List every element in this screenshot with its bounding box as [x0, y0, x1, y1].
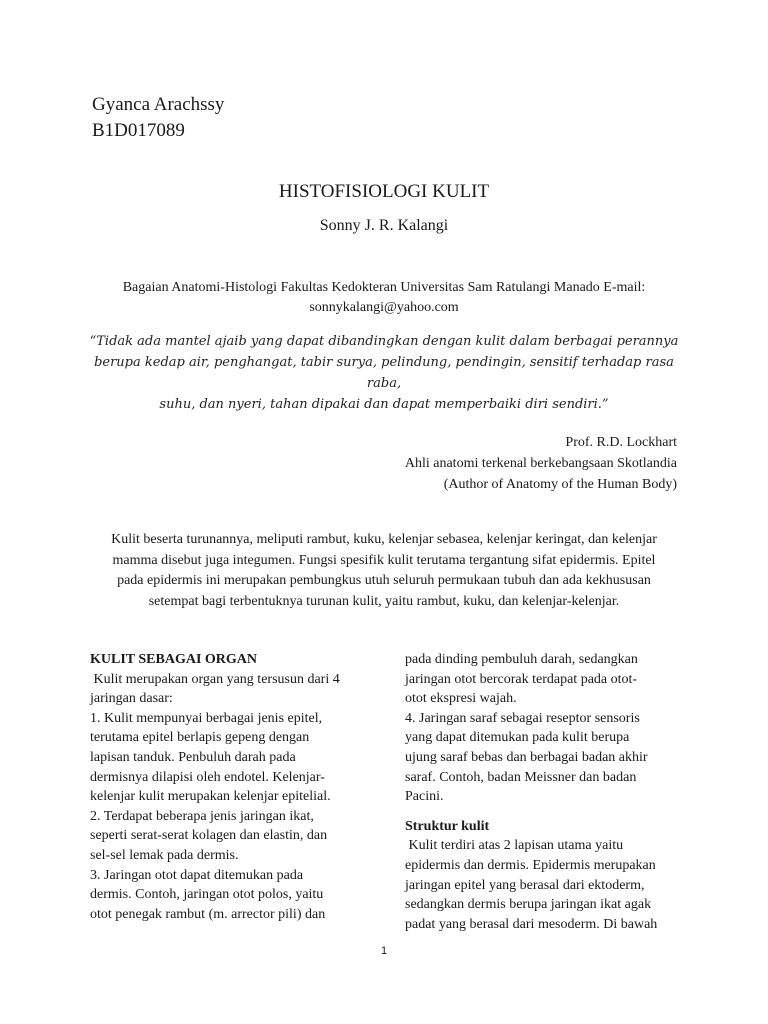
text-line: 4. Jaringan saraf sebagai reseptor sensoris: [405, 710, 640, 726]
text-line: Pacini.: [405, 789, 444, 805]
text-line: jaringan otot bercorak terdapat pada otot-: [405, 671, 638, 687]
student-info: [92, 92, 224, 144]
text-line: ujung saraf bebas dan berbagai badan akhir: [405, 749, 648, 765]
intro-line: Kulit beserta turunannya, meliputi rambut, kuku, kelenjar sebasea, kelenjar keringat, dan kelenjar: [111, 532, 657, 547]
epigraph-quote: [80, 331, 688, 415]
text-line: 1. Kulit mempunyai berbagai jenis epitel,: [90, 710, 323, 726]
attribution-work: (Author of Anatomy of the Human Body): [443, 477, 677, 492]
quote-line: suhu, dan nyeri, tahan dipakai dan dapat memperbaiki diri sendiri.”: [159, 397, 609, 412]
quote-line: “Tidak ada mantel ajaib yang dapat dibandingkan dengan kulit dalam berbagai perannya: [89, 334, 679, 349]
text-line: seperti serat-serat kolagen dan elastin, dan: [90, 828, 328, 844]
text-line: terutama epitel berlapis gepeng dengan: [90, 730, 310, 746]
quote-line: berupa kedap air, penghangat, tabir surya, pelindung, pendingin, sensitif terhadap rasa raba,: [94, 355, 674, 391]
intro-line: pada epidermis ini merupakan pembungkus utuh seluruh permukaan tubuh dan ada kekhususan: [117, 573, 651, 588]
left-column-body: [90, 670, 374, 925]
section-heading: KULIT SEBAGAI ORGAN: [90, 652, 258, 667]
right-column-body: [405, 650, 689, 807]
attribution-name: Prof. R.D. Lockhart: [565, 435, 677, 450]
text-line: dermis. Contoh, jaringan otot polos, yaitu: [90, 887, 324, 903]
affiliation: [0, 278, 768, 318]
section-heading: Struktur kulit: [405, 818, 490, 834]
left-column: [90, 650, 374, 924]
student-id: B1D017089: [92, 120, 185, 141]
quote-attribution: [405, 432, 677, 495]
text-line: sedangkan dermis berupa jaringan ikat agak: [405, 897, 652, 913]
text-line: dermisnya dilapisi oleh endotel. Kelenjar-: [90, 769, 325, 785]
intro-line: mamma disebut juga integumen. Fungsi spesifik kulit terutama tergantung sifat epidermis. Epitel: [112, 552, 656, 568]
text-line: saraf. Contoh, badan Meissner dan badan: [405, 769, 637, 785]
attribution-role: Ahli anatomi terkenal berkebangsaan Skotlandia: [404, 456, 677, 471]
text-line: jaringan dasar:: [90, 691, 173, 707]
student-name: Gyanca Arachssy: [92, 94, 225, 115]
text-line: otot ekspresi wajah.: [405, 691, 517, 707]
affiliation-line: Bagaian Anatomi-Histologi Fakultas Kedokteran Universitas Sam Ratulangi Manado E-mail:: [122, 280, 646, 295]
text-line: sel-sel lemak pada dermis.: [90, 847, 239, 863]
right-column-body-2: [405, 836, 689, 934]
paper-title: HISTOFISIOLOGI KULIT: [278, 181, 490, 202]
text-line: otot penegak rambut (m. arrector pili) dan: [90, 906, 326, 922]
text-line: jaringan epitel yang berasal dari ektoderm,: [405, 877, 645, 893]
paper-author: Sonny J. R. Kalangi: [319, 217, 449, 234]
intro-line: setempat bagi terbentuknya turunan kulit, yaitu rambut, kuku, dan kelenjar-kelenjar.: [148, 593, 620, 609]
text-line: Kulit merupakan organ yang tersusun dari 4: [90, 671, 340, 687]
text-line: epidermis dan dermis. Epidermis merupakan: [405, 857, 656, 873]
text-line: lapisan tanduk. Penbuluh darah pada: [90, 749, 296, 765]
text-line: pada dinding pembuluh darah, sedangkan: [405, 652, 638, 667]
affiliation-email: sonnykalangi@yahoo.com: [309, 300, 459, 315]
text-line: 3. Jaringan otot dapat ditemukan pada: [90, 867, 304, 883]
right-column: [405, 650, 689, 934]
text-line: kelenjar kulit merupakan kelenjar epitelial.: [90, 789, 331, 805]
text-line: Kulit terdiri atas 2 lapisan utama yaitu: [405, 838, 624, 854]
intro-paragraph: [82, 530, 686, 612]
page-number: 1: [380, 945, 388, 957]
text-line: 2. Terdapat beberapa jenis jaringan ikat,: [90, 808, 314, 824]
text-line: yang dapat ditemukan pada kulit berupa: [405, 730, 630, 746]
text-line: padat yang berasal dari mesoderm. Di bawah: [405, 916, 658, 932]
